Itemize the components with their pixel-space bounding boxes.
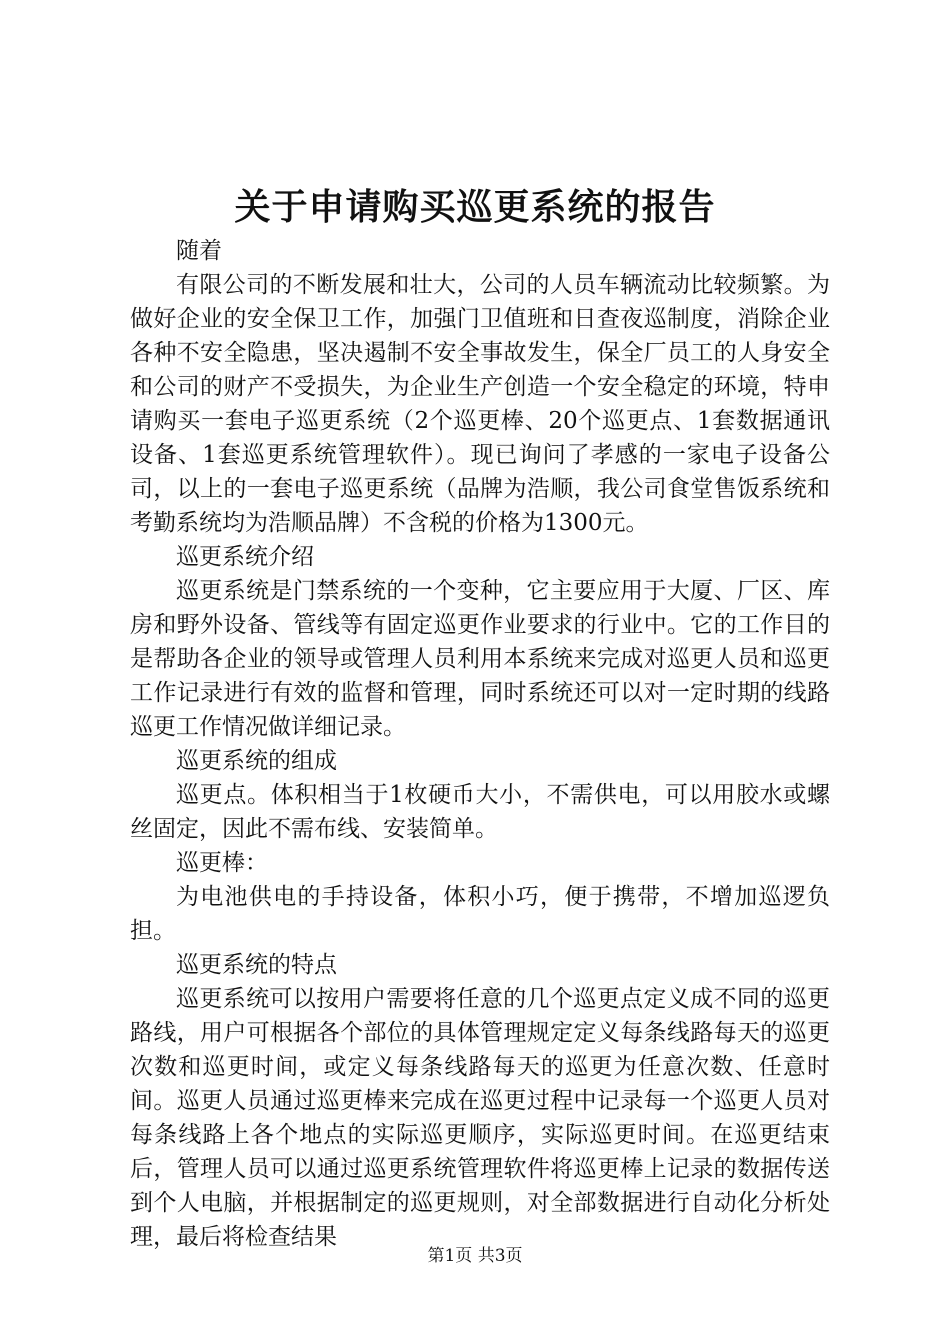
paragraph-patrol-point: 巡更点。体积相当于1枚硬币大小，不需供电，可以用胶水或螺丝固定，因此不需布线、安装简单。: [130, 782, 830, 842]
document-body: [130, 234, 830, 1254]
heading-patrol-stick: 巡更棒：: [176, 850, 268, 876]
heading-system-components: 巡更系统的组成: [176, 748, 337, 774]
paragraph-system-intro: 巡更系统是门禁系统的一个变种，它主要应用于大厦、厂区、库房和野外设备、管线等有固定巡更作业要求的行业中。它的工作目的是帮助各企业的领导或管理人员利用本系统来完成对巡更人员和巡更工作记录进行有效的监督和管理，同时系统还可以对一定时期的线路巡更工作情况做详细记录。: [130, 578, 830, 740]
paragraph-patrol-stick: 为电池供电的手持设备，体积小巧，便于携带，不增加巡逻负担。: [130, 884, 830, 944]
paragraph-intro: 随着: [176, 238, 222, 264]
page-footer: 第1页 共3页: [427, 1246, 523, 1266]
paragraph-background: 有限公司的不断发展和壮大，公司的人员车辆流动比较频繁。为做好企业的安全保卫工作，加强门卫值班和日查夜巡制度，消除企业各种不安全隐患，坚决遏制不安全事故发生，保全厂员工的人身安全和公司的财产不受损失，为企业生产创造一个安全稳定的环境，特申请购买一套电子巡更系统（2个巡更棒、20个巡更点、1套数据通讯设备、1套巡更系统管理软件）。现已询问了孝感的一家电子设备公司，以上的一套电子巡更系统（品牌为浩顺，我公司食堂售饭系统和考勤系统均为浩顺品牌）不含税的价格为1300元。: [130, 272, 830, 536]
heading-system-features: 巡更系统的特点: [176, 952, 337, 978]
paragraph-system-features: 巡更系统可以按用户需要将任意的几个巡更点定义成不同的巡更路线，用户可根据各个部位的具体管理规定定义每条线路每天的巡更次数和巡更时间，或定义每条线路每天的巡更为任意次数、任意时间。巡更人员通过巡更棒来完成在巡更过程中记录每一个巡更人员对每条线路上各个地点的实际巡更顺序，实际巡更时间。在巡更结束后，管理人员可以通过巡更系统管理软件将巡更棒上记录的数据传送到个人电脑，并根据制定的巡更规则，对全部数据进行自动化分析处理，最后将检查结果: [130, 986, 830, 1250]
heading-system-intro: 巡更系统介绍: [176, 544, 314, 570]
document-title: 关于申请购买巡更系统的报告: [234, 187, 716, 228]
